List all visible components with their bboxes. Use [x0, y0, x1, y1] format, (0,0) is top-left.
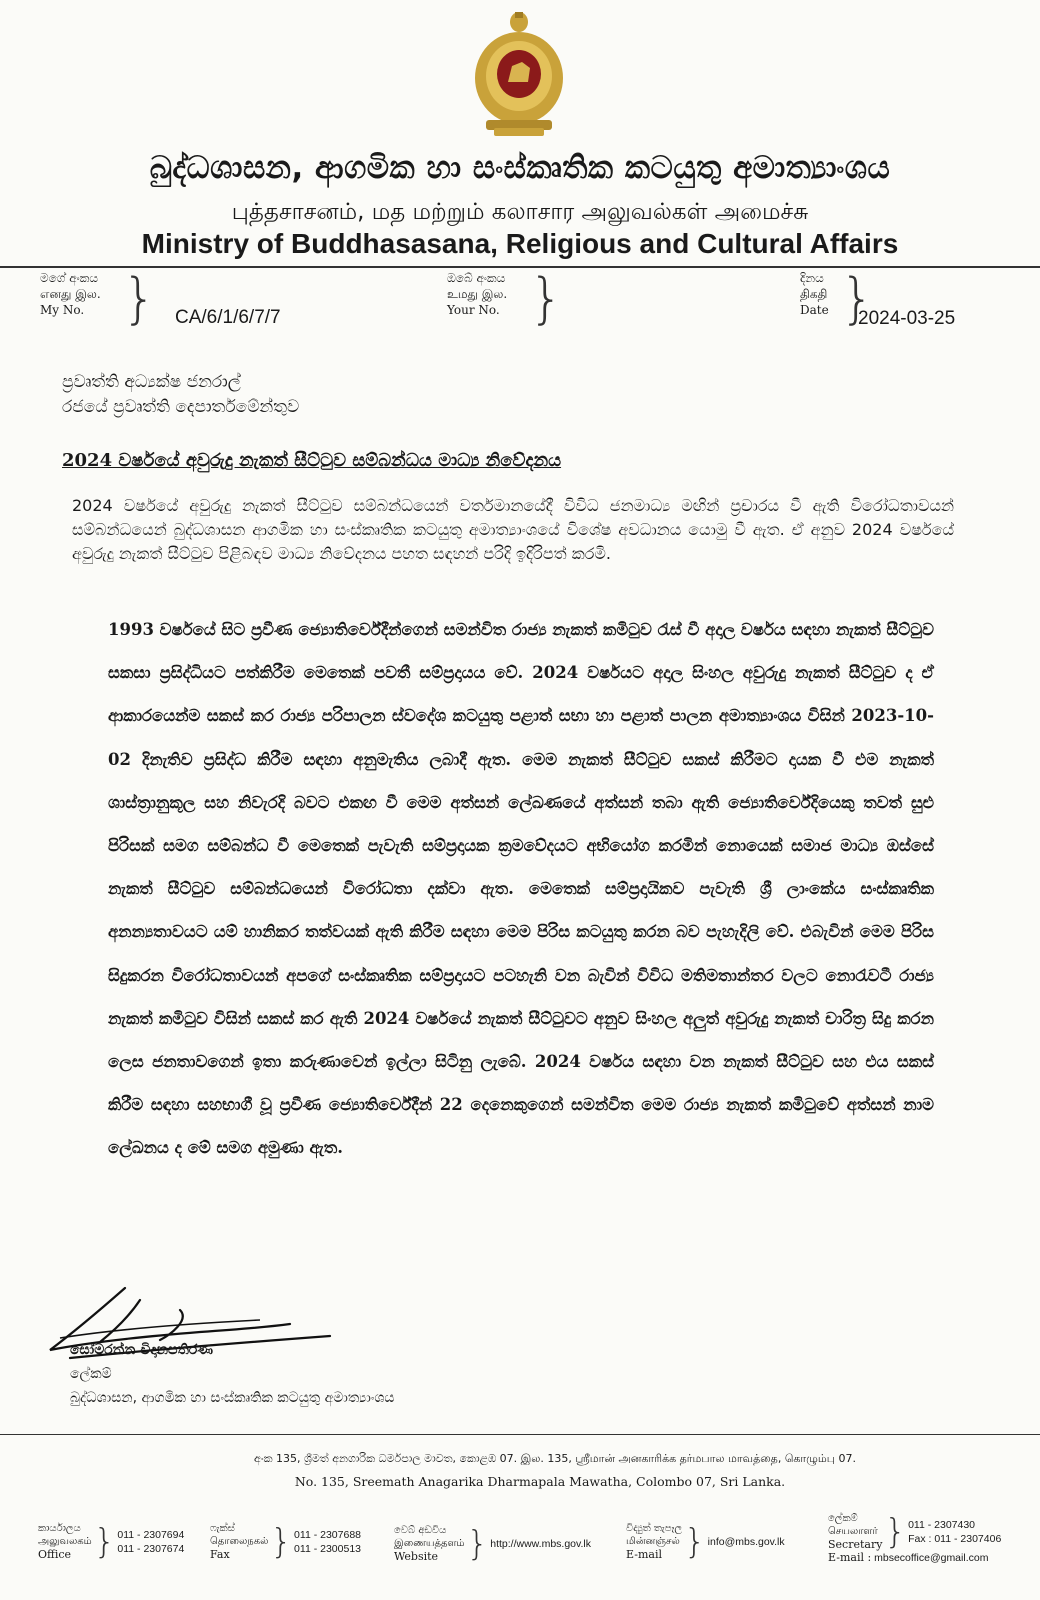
- ministry-title-sinhala: බුද්ධශාසන, ආගමික හා සංස්කෘතික කටයුතු අමාත්‍යාංශය: [149, 150, 891, 186]
- date-value: 2024-03-25: [858, 308, 956, 329]
- signatory-title: ලේකම්: [70, 1366, 112, 1382]
- date-label: දිනය திகதி Date }: [800, 267, 875, 330]
- email-link[interactable]: info@mbs.gov.lk: [707, 1535, 785, 1548]
- sri-lanka-emblem-icon: [466, 8, 572, 138]
- footer-address-english: No. 135, Sreemath Anagarika Dharmapala Mawatha, Colombo 07, Sri Lanka.: [294, 1474, 786, 1489]
- signatory-name: සෝමරත්න විදානපතිරණ: [70, 1342, 214, 1358]
- my-number-value: CA/6/1/6/7/7: [175, 307, 281, 328]
- website-link[interactable]: http://www.mbs.gov.lk: [490, 1537, 591, 1550]
- your-number-label: ඔබේ අංකය உமது இல. Your No. }: [447, 267, 564, 330]
- contact-website: වෙබ් අඩවිය இணையத்தளம் Website } http://www.mbs.gov.lk: [394, 1523, 591, 1564]
- addressee-line-2: රජයේ ප්‍රවෘත්ති දෙපාර්තමේන්තුව: [62, 397, 300, 417]
- footer-address-local: අංක 135, ශ්‍රීමත් අනගාරික ධර්මපාල මාවත, කොළඹ 07. இல. 135, ஸ்ரீமான் அனகாரிக்க தர்மபால மாவத்தை, கொழும்பு 07.: [254, 1452, 856, 1465]
- contact-email: විද්‍යුත් තැපෑල மின்னஞ்சல் E-mail } info@mbs.gov.lk: [626, 1521, 785, 1562]
- intro-paragraph: 2024 වර්ෂයේ අවුරුදු නැකත් සීට්ටුව සම්බන්ධයෙන් වර්තමානයේදී විවිධ ජනමාධ්‍ය මඟින් ප්‍රචාරය වී ඇති විරෝධතාවයන් සම්බන්ධයෙන් බුද්ධශාසන ආගමික හා සංස්කෘතික කටයුතු අමාත්‍යාංශයේ විශේෂ අවධානය යොමු වී ඇත. ඒ අනුව 2024 වර්ෂයේ අවුරුදු නැකත් සීට්ටුව පිළිබඳව මාධ්‍ය නිවේදනය පහත සඳහන් පරිදි ඉදිරිපත් කරමි.: [72, 496, 954, 563]
- ministry-title-tamil: புத்தசாசனம், மத மற்றும் கலாசார அலுவல்கள் அமைச்சு: [231, 199, 809, 225]
- ministry-title-english: Ministry of Buddhasasana, Religious and Cultural Affairs: [141, 228, 899, 259]
- my-number-label: මගේ අංකය எனது இல. My No. }: [40, 267, 157, 330]
- contact-fax: ෆැක්ස් தொலைநகல் Fax } 011 - 2307688 011 - 2300513: [210, 1521, 361, 1562]
- header-divider: [0, 266, 1040, 268]
- secretary-email-link[interactable]: mbsecoffice@gmail.com: [874, 1552, 989, 1564]
- subject-heading: 2024 වර්ෂයේ අවුරුදු නැකත් සීට්ටුව සම්බන්ධය මාධ්‍ය නිවේදනය: [62, 450, 562, 471]
- signatory-ministry: බුද්ධශාසන, ආගමික හා සංස්කෘතික කටයුතු අමාත්‍යාංශය: [70, 1390, 395, 1406]
- contact-secretary: ලේකම් செயலாளர் Secretary } 011 - 2307430 Fax : 011 - 2307406 E-mail : mbsecoffice@gmail.com: [828, 1511, 1002, 1564]
- footer-divider: [0, 1434, 1040, 1435]
- contact-office: කාර්යාලය அலுவலகம் Office } 011 - 2307694 011 - 2307674: [38, 1521, 185, 1562]
- addressee-line-1: ප්‍රවෘත්ති අධ්‍යක්ෂ ජනරාල්: [62, 372, 241, 392]
- main-paragraph: 1993 වර්ෂයේ සිට ප්‍රවීණ ජ්‍යොතිර්වේදීන්ගෙන් සමන්විත රාජ්‍ය නැකත් කමිටුව රැස් වී අදාල වර්ෂය සඳහා නැකත් සීට්ටුව සකසා ප්‍රසිද්ධියට පත්කිරීම මෙතෙක් පවතී සම්ප්‍රදායය වේ. 2024 වර්ෂයට අදාල සිංහල අවුරුදු නැකත් සීට්ටුව ද ඒ ආකාරයෙන්ම සකස් කර රාජ්‍ය පරිපාලන ස්වදේශ කටයුතු පළාත් සභා හා පළාත් පාලන අමාත්‍යාංශය විසින් 2023-10-02 දිනැතිව ප්‍රසිද්ධ කිරීම සඳහා අනුමැතිය ලබාදී ඇත. මෙම නැකත් සීට්ටුව සකස් කිරීමට දායක වී එම නැකත් ශාස්ත්‍රානුකූල සහ නිවැරදි බවට එකඟ වී මෙම අත්සන් ලේඛණයේ අත්සන් තබා ඇති ජ්‍යොතිර්වේදියෙකු තවත් සුළු පිරිසක් සමග සම්බන්ධ වී මෙතෙක් පැවැති සම්ප්‍රදායක ක්‍රමවේදයට අභියෝග කරමින් නොයෙක් සමාජ මාධ්‍ය ඔස්සේ නැකත් සීට්ටුව සම්බන්ධයෙන් විරෝධතා දක්වා ඇත. මෙතෙක් සම්ප්‍රදායිකව පැවැති ශ්‍රී ලාංකේය සංස්කෘතික අනන්‍යතාවයට යම් හානිකර තත්වයක් ඇති කිරීම සඳහා මෙම පිරිස කටයුතු කරන බව පැහැදිලි වේ. එබැවින් මෙම පිරිස සිදුකරන විරෝධතාවයන් අපගේ සංස්කෘතික සම්ප්‍රදායට පටහැනි වන බැවින් විවිධ මතිමතාන්තර වලට නොරැවටී රාජ්‍ය නැකත් කමිටුව විසින් සකස් කර ඇති 2024 වර්ෂයේ නැකත් සීට්ටුවට අනුව සිංහල අලුත් අවුරුදු නැකත් චාරිත්‍ර සිදු කරන ලෙස ජනතාවගෙන් ඉතා කරුණාවෙන් ඉල්ලා සිටිනු ලැබේ. 2024 වර්ෂය සඳහා වන නැකත් සීට්ටුව සහ එය සකස් කිරීම සඳහා සහභාගී වූ ප්‍රවීණ ජ්‍යොතිර්වේදීන් 22 දෙනෙකුගෙන් සමන්විත මෙම රාජ්‍ය නැකත් කමිටුවේ අත්සන් නාම ලේඛනය ද මේ සමග අමුණා ඇත.: [108, 620, 934, 1158]
